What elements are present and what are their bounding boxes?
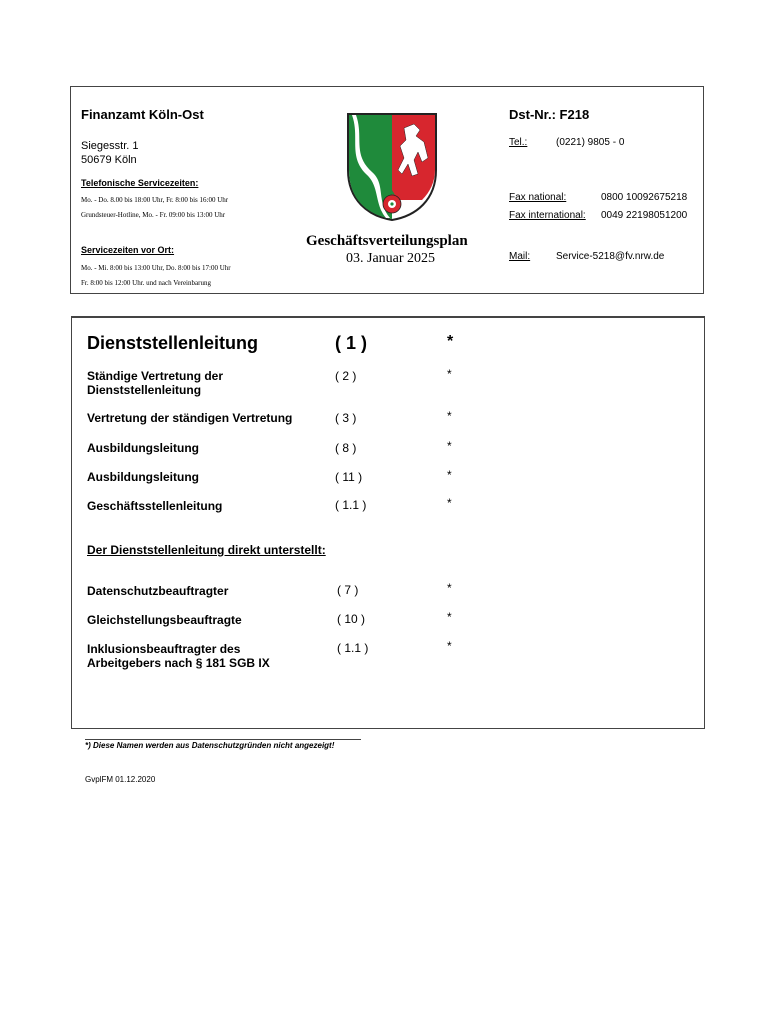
subordinate-title: Der Dienststellenleitung direkt unterstellt: [87,543,326,557]
row-office-mgmt-star: * [447,496,452,510]
head-label: Dienststellenleitung [87,333,259,353]
tel-value: (0221) 9805 - 0 [556,137,625,148]
office-name: Finanzamt Köln-Ost [81,107,204,122]
fax-national-label: Fax national: [509,192,567,203]
row-deputy-star: * [447,367,452,381]
head-num: ( 1 ) [335,333,368,353]
row-training-1-num: ( 8 ) [335,441,357,455]
row-inclusion: Inklusionsbeauftragter des Arbeitgebers nach § 181 SGB IX [87,642,270,670]
address [81,139,138,167]
street: Siegesstr. 1 [81,140,139,152]
row-deputy-num: ( 2 ) [335,369,357,383]
footnote-separator [85,739,361,740]
row-deputy-deputy: Vertretung der ständigen Vertretung [87,411,293,425]
row-inclusion-num: ( 1.1 ) [337,641,369,655]
row-training-1-star: * [447,439,452,453]
footnote: *) Diese Namen werden aus Datenschutzgründen nicht angezeigt! [85,741,335,750]
row-equality-star: * [447,610,452,624]
onsite-hours-2: Fr. 8:00 bis 12:00 Uhr. und nach Vereinbarung [81,279,211,287]
row-equality: Gleichstellungsbeauftragte [87,613,242,627]
row-data-protection: Datenschutzbeauftragter [87,584,229,598]
onsite-hours-1: Mo. - Mi. 8:00 bis 13:00 Uhr, Do. 8:00 bis 17:00 Uhr [81,264,231,272]
row-training-2-star: * [447,468,452,482]
row-office-mgmt-num: ( 1.1 ) [335,498,367,512]
mail-label: Mail: [509,251,531,262]
row-training-2-num: ( 11 ) [335,470,363,484]
row-training-2: Ausbildungsleitung [87,470,199,484]
nrw-coat-of-arms-icon [346,112,438,222]
phone-service-title: Telefonische Servicezeiten: [81,178,199,188]
tel-label: Tel.: [509,137,528,148]
fax-national-value: 0800 10092675218 [601,192,688,203]
row-deputy-deputy-star: * [447,409,452,423]
dst-nr: Dst-Nr.: F218 [509,107,590,122]
row-data-protection-star: * [447,581,452,595]
row-deputy: Ständige Vertretung der Dienststellenleitung [87,369,224,397]
onsite-title: Servicezeiten vor Ort: [81,245,175,255]
hotline-hours: Grundsteuer-Hotline, Mo. - Fr. 09:00 bis 13:00 Uhr [81,211,226,219]
row-deputy-deputy-num: ( 3 ) [335,411,357,425]
city: 50679 Köln [81,154,137,166]
row-training-1: Ausbildungsleitung [87,441,199,455]
fax-international-label: Fax international: [509,210,586,221]
row-office-mgmt: Geschäftsstellenleitung [87,499,223,513]
phone-service-hours: Mo. - Do. 8.00 bis 18:00 Uhr, Fr. 8:00 bis 16:00 Uhr [81,196,229,204]
mail-value: Service-5218@fv.nrw.de [556,251,665,262]
row-inclusion-star: * [447,639,452,653]
row-equality-num: ( 10 ) [337,612,366,626]
doc-date: 03. Januar 2025 [346,251,436,266]
doc-title: Geschäftsverteilungsplan [306,233,468,249]
row-data-protection-num: ( 7 ) [337,583,359,597]
head-star: * [447,333,454,350]
fax-international-value: 0049 22198051200 [601,210,688,221]
form-id: GvplFM 01.12.2020 [85,775,156,784]
